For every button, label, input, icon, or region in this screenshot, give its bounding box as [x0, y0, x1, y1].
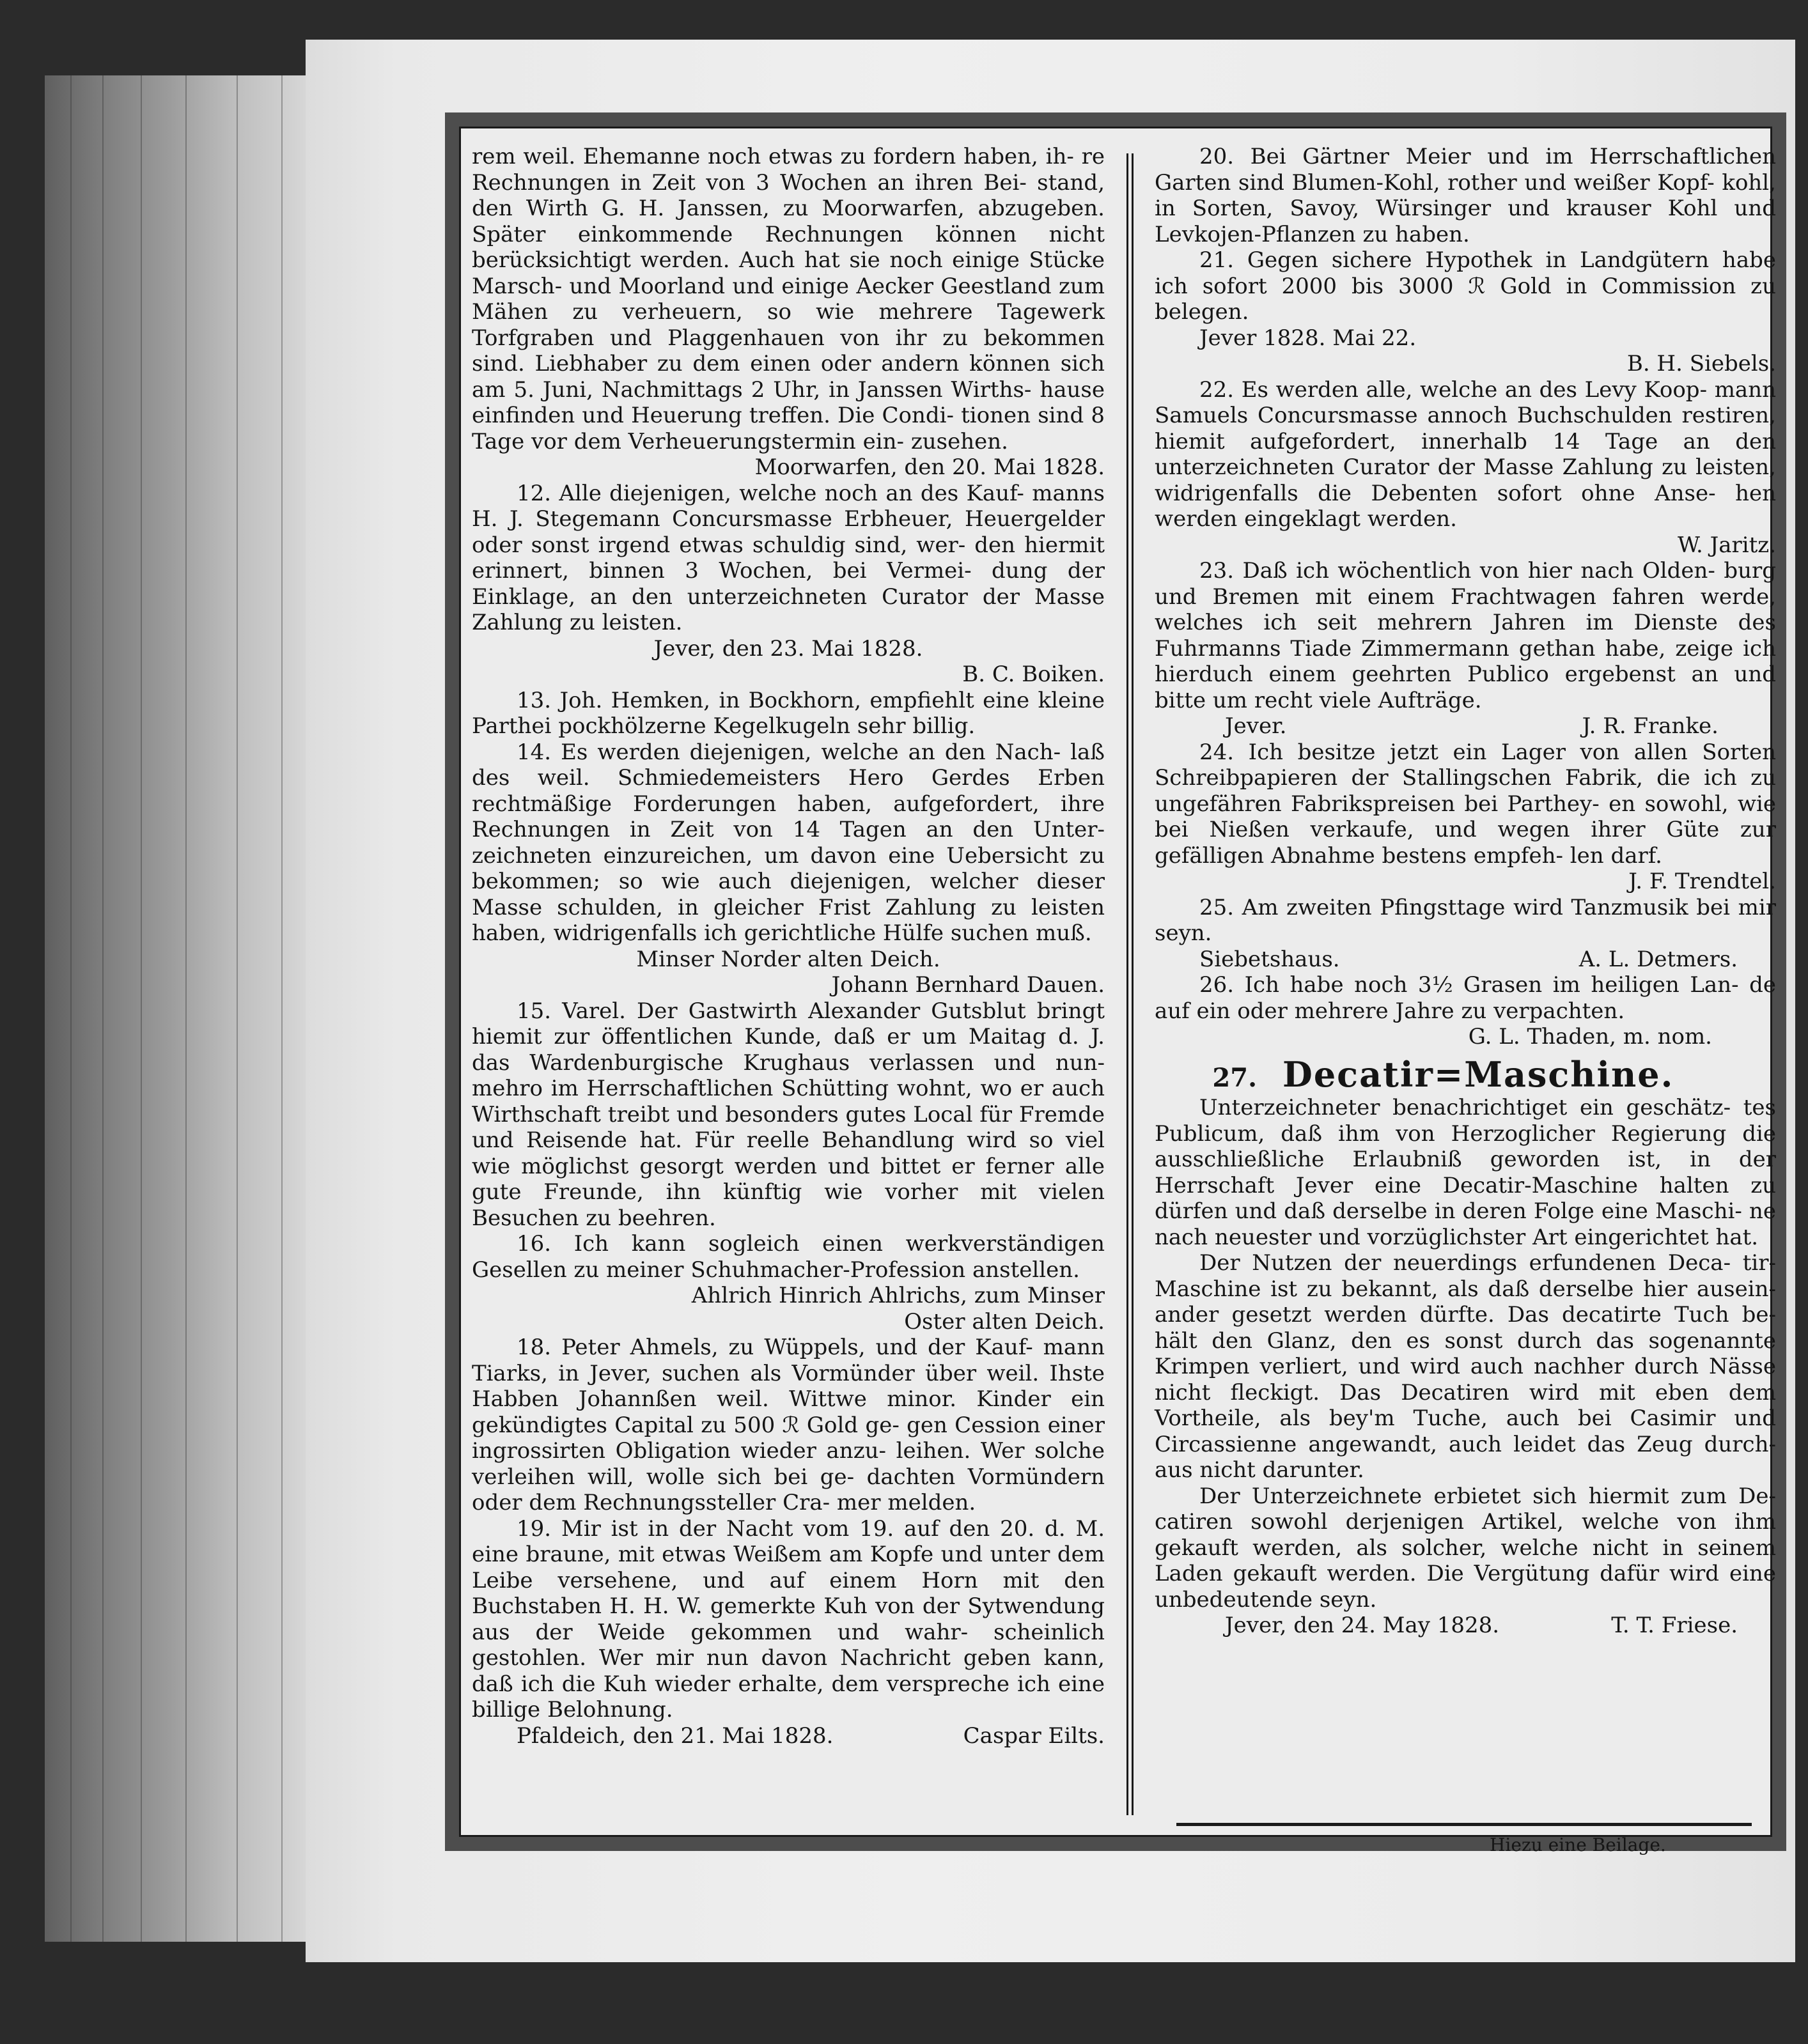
notice-23: 23. Daß ich wöchentlich von hier nach Olden- burg und Bremen mit einem Frachtwagen fahren werde, welches ich seit mehrern Jahren im Dienste des Fuhrmanns Tiade Zimmermann gethan habe, zeige ich hierduch einem geehrten Publico ergebenst an und bitte um recht viele Aufträge. — [1155, 558, 1776, 713]
notice-signature: Oster alten Deich. — [904, 1308, 1105, 1335]
notice-place: Minser Norder alten Deich. — [636, 946, 940, 972]
book-page-edges — [45, 75, 313, 1942]
notice-signature-line — [1155, 713, 1776, 739]
notice-20: 20. Bei Gärtner Meier und im Herrschaftlichen Garten sind Blumen-Kohl, rother und weißer Kopf- kohl, in Sorten, Savoy, Würsinger und krauser Kohl und Levkojen-Pflanzen zu haben. — [1155, 144, 1776, 247]
notice-signature: Ahlrich Hinrich Ahlrichs, zum Minser — [691, 1283, 1105, 1308]
notice-place: Pfaldeich, den 21. Mai 1828. — [517, 1723, 834, 1749]
notice-27-heading — [1155, 1053, 1776, 1095]
notice-signature: G. L. Thaden, m. nom. — [1468, 1024, 1712, 1049]
column-divider — [1132, 153, 1134, 1815]
notice-place: Siebetshaus. — [1199, 946, 1340, 972]
notice-27-body: Unterzeichneter benachrichtiget ein geschätz- tes Publicum, daß ihm von Herzoglicher Regierung die ausschließliche Erlaubniß geworden ist, in der Herrschaft Jever eine Decatir-Maschine halten zu dürfen und daß derselbe in deren Folge eine Maschi- ne nach neuester und vorzüglichster Art eingerichtet hat. — [1155, 1095, 1776, 1250]
notice-signature: Johann Bernhard Dauen. — [831, 972, 1105, 998]
notice-16: 16. Ich kann sogleich einen werkverständigen Gesellen zu meiner Schuhmacher-Profession anstellen. — [472, 1231, 1105, 1283]
footer-note: Hiezu eine Beilage. — [1490, 1834, 1666, 1855]
notice-signature: T. T. Friese. — [1611, 1613, 1738, 1638]
notice-15: 15. Varel. Der Gastwirth Alexander Gutsblut bringt hiemit zur öffentlichen Kunde, daß er um Maitag d. J. das Wardenburgische Krughaus verlassen und nun- mehro im Herrschaftlichen Schütting wohnt, wo er auch Wirthschaft treibt und besonders gutes Local für Fremde und Reisende hat. Für reelle Behandlung wird so viel wie möglichst gesorgt werden und bittet er ferner alle gute Freunde, ihn künftig wie vorher mit vielen Besuchen zu beehren. — [472, 998, 1105, 1231]
notice-signature-line — [1155, 1613, 1776, 1639]
notice-signature: Moorwarfen, den 20. Mai 1828. — [754, 454, 1105, 480]
notice-12: 12. Alle diejenigen, welche noch an des Kauf- manns H. J. Stegemann Concursmasse Erbheuer, Heuergelder oder sonst irgend etwas schuldig sind, wer- den hiermit erinnert, binnen 3 Wochen, bei Vermei- dung der Einklage, an den unterzeichneten Curator der Masse Zahlung zu leisten. — [472, 480, 1105, 635]
notice-18: 18. Peter Ahmels, zu Wüppels, und der Kauf- mann Tiarks, in Jever, suchen als Vormünder über weil. Ihste Habben Johannßen weil. Wittwe minor. Kinder ein gekündigtes Capital zu 500 ℛ Gold ge- gen Cession einer ingrossirten Obligation wieder anzu- leihen. Wer solche verleihen will, wolle sich bei ge- dachten Vormündern oder dem Rechnungssteller Cra- mer melden. — [472, 1335, 1105, 1515]
notice-signature: W. Jaritz. — [1677, 532, 1776, 558]
notice-title: Decatir=Maschine. — [1282, 1053, 1674, 1095]
notice-signature-line — [1155, 947, 1776, 973]
notice-signature: A. L. Detmers. — [1578, 946, 1738, 972]
notice-24: 24. Ich besitze jetzt ein Lager von allen Sorten Schreibpapieren der Stallingschen Fabrik, die ich zu ungefähren Fabrikspreisen bei Parthey- en sowohl, wie bei Nießen verkaufe, und wegen ihrer Güte zur gefälligen Abnahme bestens empfeh- len darf. — [1155, 739, 1776, 869]
left-column — [472, 144, 1105, 1749]
notice-place: Jever. — [1225, 713, 1287, 739]
notice-signature: B. C. Boiken. — [962, 662, 1105, 687]
notice-signature: B. H. Siebels. — [1626, 351, 1776, 376]
notice-number: 27. — [1212, 1062, 1257, 1093]
column-divider — [1126, 153, 1128, 1815]
notice-13: 13. Joh. Hemken, in Bockhorn, empfiehlt eine kleine Parthei pockhölzerne Kegelkugeln sehr billig. — [472, 687, 1105, 739]
notice-paragraph: rem weil. Ehemanne noch etwas zu fordern haben, ih- re Rechnungen in Zeit von 3 Wochen an ihren Bei- stand, den Wirth G. H. Janssen, zu Moorwarfen, abzugeben. Später einkommende Rechnungen können nicht berücksichtigt werden. Auch hat sie noch einige Stücke Marsch- und Moorland und einige Aecker Geestland zum Mähen zu verheuern, so wie mehrere Tagewerk Torfgraben und Plaggenhauen von ihr zu bekommen sind. Liebhaber zu dem einen oder andern können sich am 5. Juni, Nachmittags 2 Uhr, in Janssen Wirths- hause einfinden und Heuerung treffen. Die Condi- tionen sind 8 Tage vor dem Verheuerungstermin ein- zusehen. — [472, 144, 1105, 454]
notice-21: 21. Gegen sichere Hypothek in Landgütern habe ich sofort 2000 bis 3000 ℛ Gold in Commission zu belegen. — [1155, 247, 1776, 325]
notice-signature: J. R. Franke. — [1582, 713, 1718, 739]
notice-26: 26. Ich habe noch 3½ Grasen im heiligen Lan- de auf ein oder mehrere Jahre zu verpachten. — [1155, 972, 1776, 1024]
footer-underline — [1176, 1823, 1752, 1826]
notice-signature: J. F. Trendtel. — [1628, 869, 1776, 894]
notice-27-body: Der Nutzen der neuerdings erfundenen Deca- tir-Maschine ist zu bekannt, als daß derselbe hier ausein- ander gesetzt werden dürfte. Das decatirte Tuch be- hält den Glanz, den es sonst durch das sogenannte Krimpen verliert, und wird auch nachher durch Nässe nicht fleckigt. Das Decatiren wird mit eben dem Vortheile, als bey'm Tuche, auch bei Casimir und Circassienne angewandt, auch leidet das Zeug durch- aus nicht darunter. — [1155, 1250, 1776, 1483]
notice-27-body: Der Unterzeichnete erbietet sich hiermit zum De- catiren sowohl derjenigen Artikel, welche von ihm gekauft werden, als solcher, welche nicht in seinem Laden gekauft werden. Die Vergütung dafür wird eine unbedeutende seyn. — [1155, 1483, 1776, 1613]
notice-signature-line — [472, 1723, 1105, 1749]
notice-14: 14. Es werden diejenigen, welche an den Nach- laß des weil. Schmiedemeisters Hero Gerdes Erben rechtmäßige Forderungen haben, aufgefordert, ihre Rechnungen in Zeit von 14 Tagen an den Unter- zeichneten einzureichen, um davon eine Uebersicht zu bekommen; so wie auch diejenigen, welcher dieser Masse schulden, in gleicher Frist Zahlung zu leisten haben, widrigenfalls ich gerichtliche Hülfe suchen muß. — [472, 739, 1105, 946]
notice-25: 25. Am zweiten Pfingsttage wird Tanzmusik bei mir seyn. — [1155, 894, 1776, 946]
right-column — [1155, 144, 1776, 1639]
notice-place: Jever, den 23. Mai 1828. — [653, 635, 923, 662]
notice-22: 22. Es werden alle, welche an des Levy Koop- mann Samuels Concursmasse annoch Buchschulden restiren, hiemit aufgefordert, innerhalb 14 Tage an den unterzeichneten Curator der Masse Zahlung zu leisten, widrigenfalls die Debenten sofort ohne Anse- hen werden eingeklagt werden. — [1155, 376, 1776, 532]
notice-place: Jever, den 24. May 1828. — [1225, 1613, 1500, 1638]
notice-signature: Caspar Eilts. — [963, 1723, 1105, 1749]
notice-19: 19. Mir ist in der Nacht vom 19. auf den 20. d. M. eine braune, mit etwas Weißem am Kopfe und unter dem Leibe versehene, und auf einem Horn mit den Buchstaben H. H. W. gemerkte Kuh von der Sytwendung aus der Weide gekommen und wahr- scheinlich gestohlen. Wer mir nun davon Nachricht geben kann, daß ich die Kuh wieder erhalte, dem verspreche ich eine billige Belohnung. — [472, 1515, 1105, 1723]
notice-place: Jever 1828. Mai 22. — [1199, 325, 1417, 351]
